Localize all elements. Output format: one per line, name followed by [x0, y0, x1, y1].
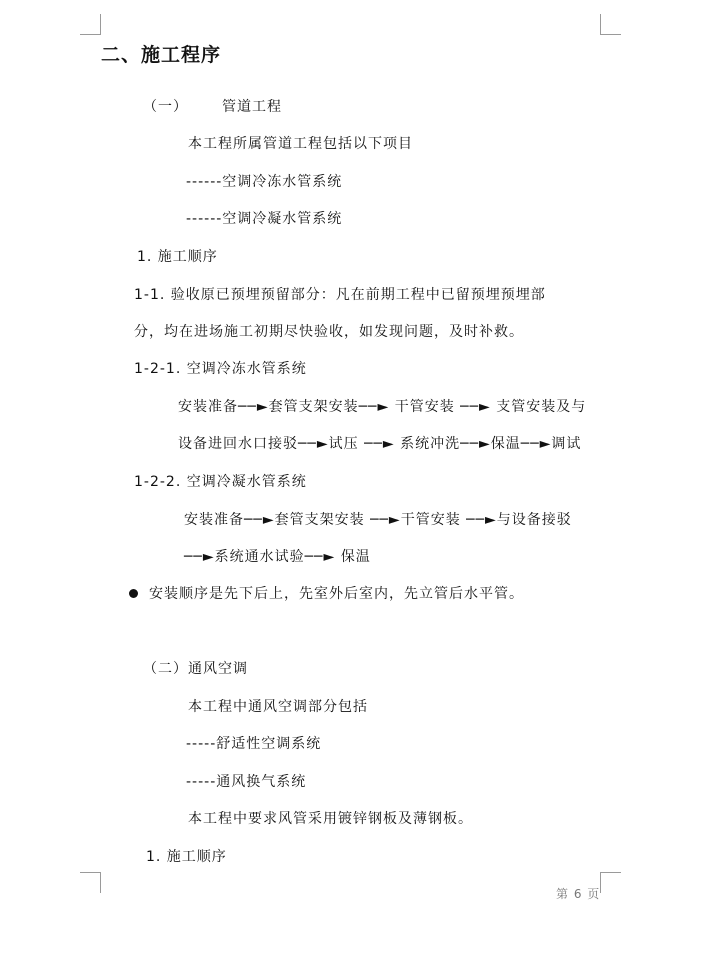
page-number: 第 6 页: [556, 887, 601, 901]
step-heading: 1-2-2. 空调冷凝水管系统: [134, 474, 307, 490]
step-heading: 1-2-1. 空调冷冻水管系统: [134, 361, 307, 377]
crop-mark-bottom-right: [600, 872, 621, 893]
bullet-text: 安装顺序是先下后上，先室外后室内，先立管后水平管。: [149, 586, 524, 602]
subsection-title: 管道工程: [222, 99, 282, 115]
flow-line: 设备进回水口接驳──►试压 ──► 系统冲洗──►保温──►调试: [178, 436, 582, 452]
crop-mark-bottom-left: [80, 872, 101, 893]
list-item: ------空调冷冻水管系统: [186, 174, 343, 190]
paragraph-line: 分，均在进场施工初期尽快验收，如发现问题，及时补救。: [134, 324, 524, 340]
section-title: 二、施工程序: [101, 44, 222, 66]
crop-mark-top-left: [80, 14, 101, 35]
list-item: -----舒适性空调系统: [186, 736, 322, 752]
paragraph-line: 1-1. 验收原已预埋预留部分：凡在前期工程中已留预埋预埋部: [134, 287, 546, 303]
flow-line: 安装准备──►套管支架安装 ──►干管安装 ──►与设备接驳: [184, 512, 572, 528]
subsection-number: （一）: [143, 99, 188, 115]
step-heading: 1. 施工顺序: [146, 849, 227, 865]
step-heading: 1. 施工顺序: [137, 249, 218, 265]
flow-line: 安装准备──►套管支架安装──► 干管安装 ──► 支管安装及与: [178, 399, 587, 415]
paragraph-line: 本工程中要求风管采用镀锌钢板及薄钢板。: [188, 811, 473, 827]
crop-mark-top-right: [600, 14, 621, 35]
intro-text: 本工程所属管道工程包括以下项目: [188, 136, 413, 152]
bullet-icon: [129, 589, 138, 598]
intro-text: 本工程中通风空调部分包括: [188, 699, 368, 715]
flow-line: ──►系统通水试验──► 保温: [184, 549, 371, 565]
list-item: -----通风换气系统: [186, 774, 307, 790]
list-item: ------空调冷凝水管系统: [186, 211, 343, 227]
subsection-title: （二）通风空调: [143, 661, 248, 677]
